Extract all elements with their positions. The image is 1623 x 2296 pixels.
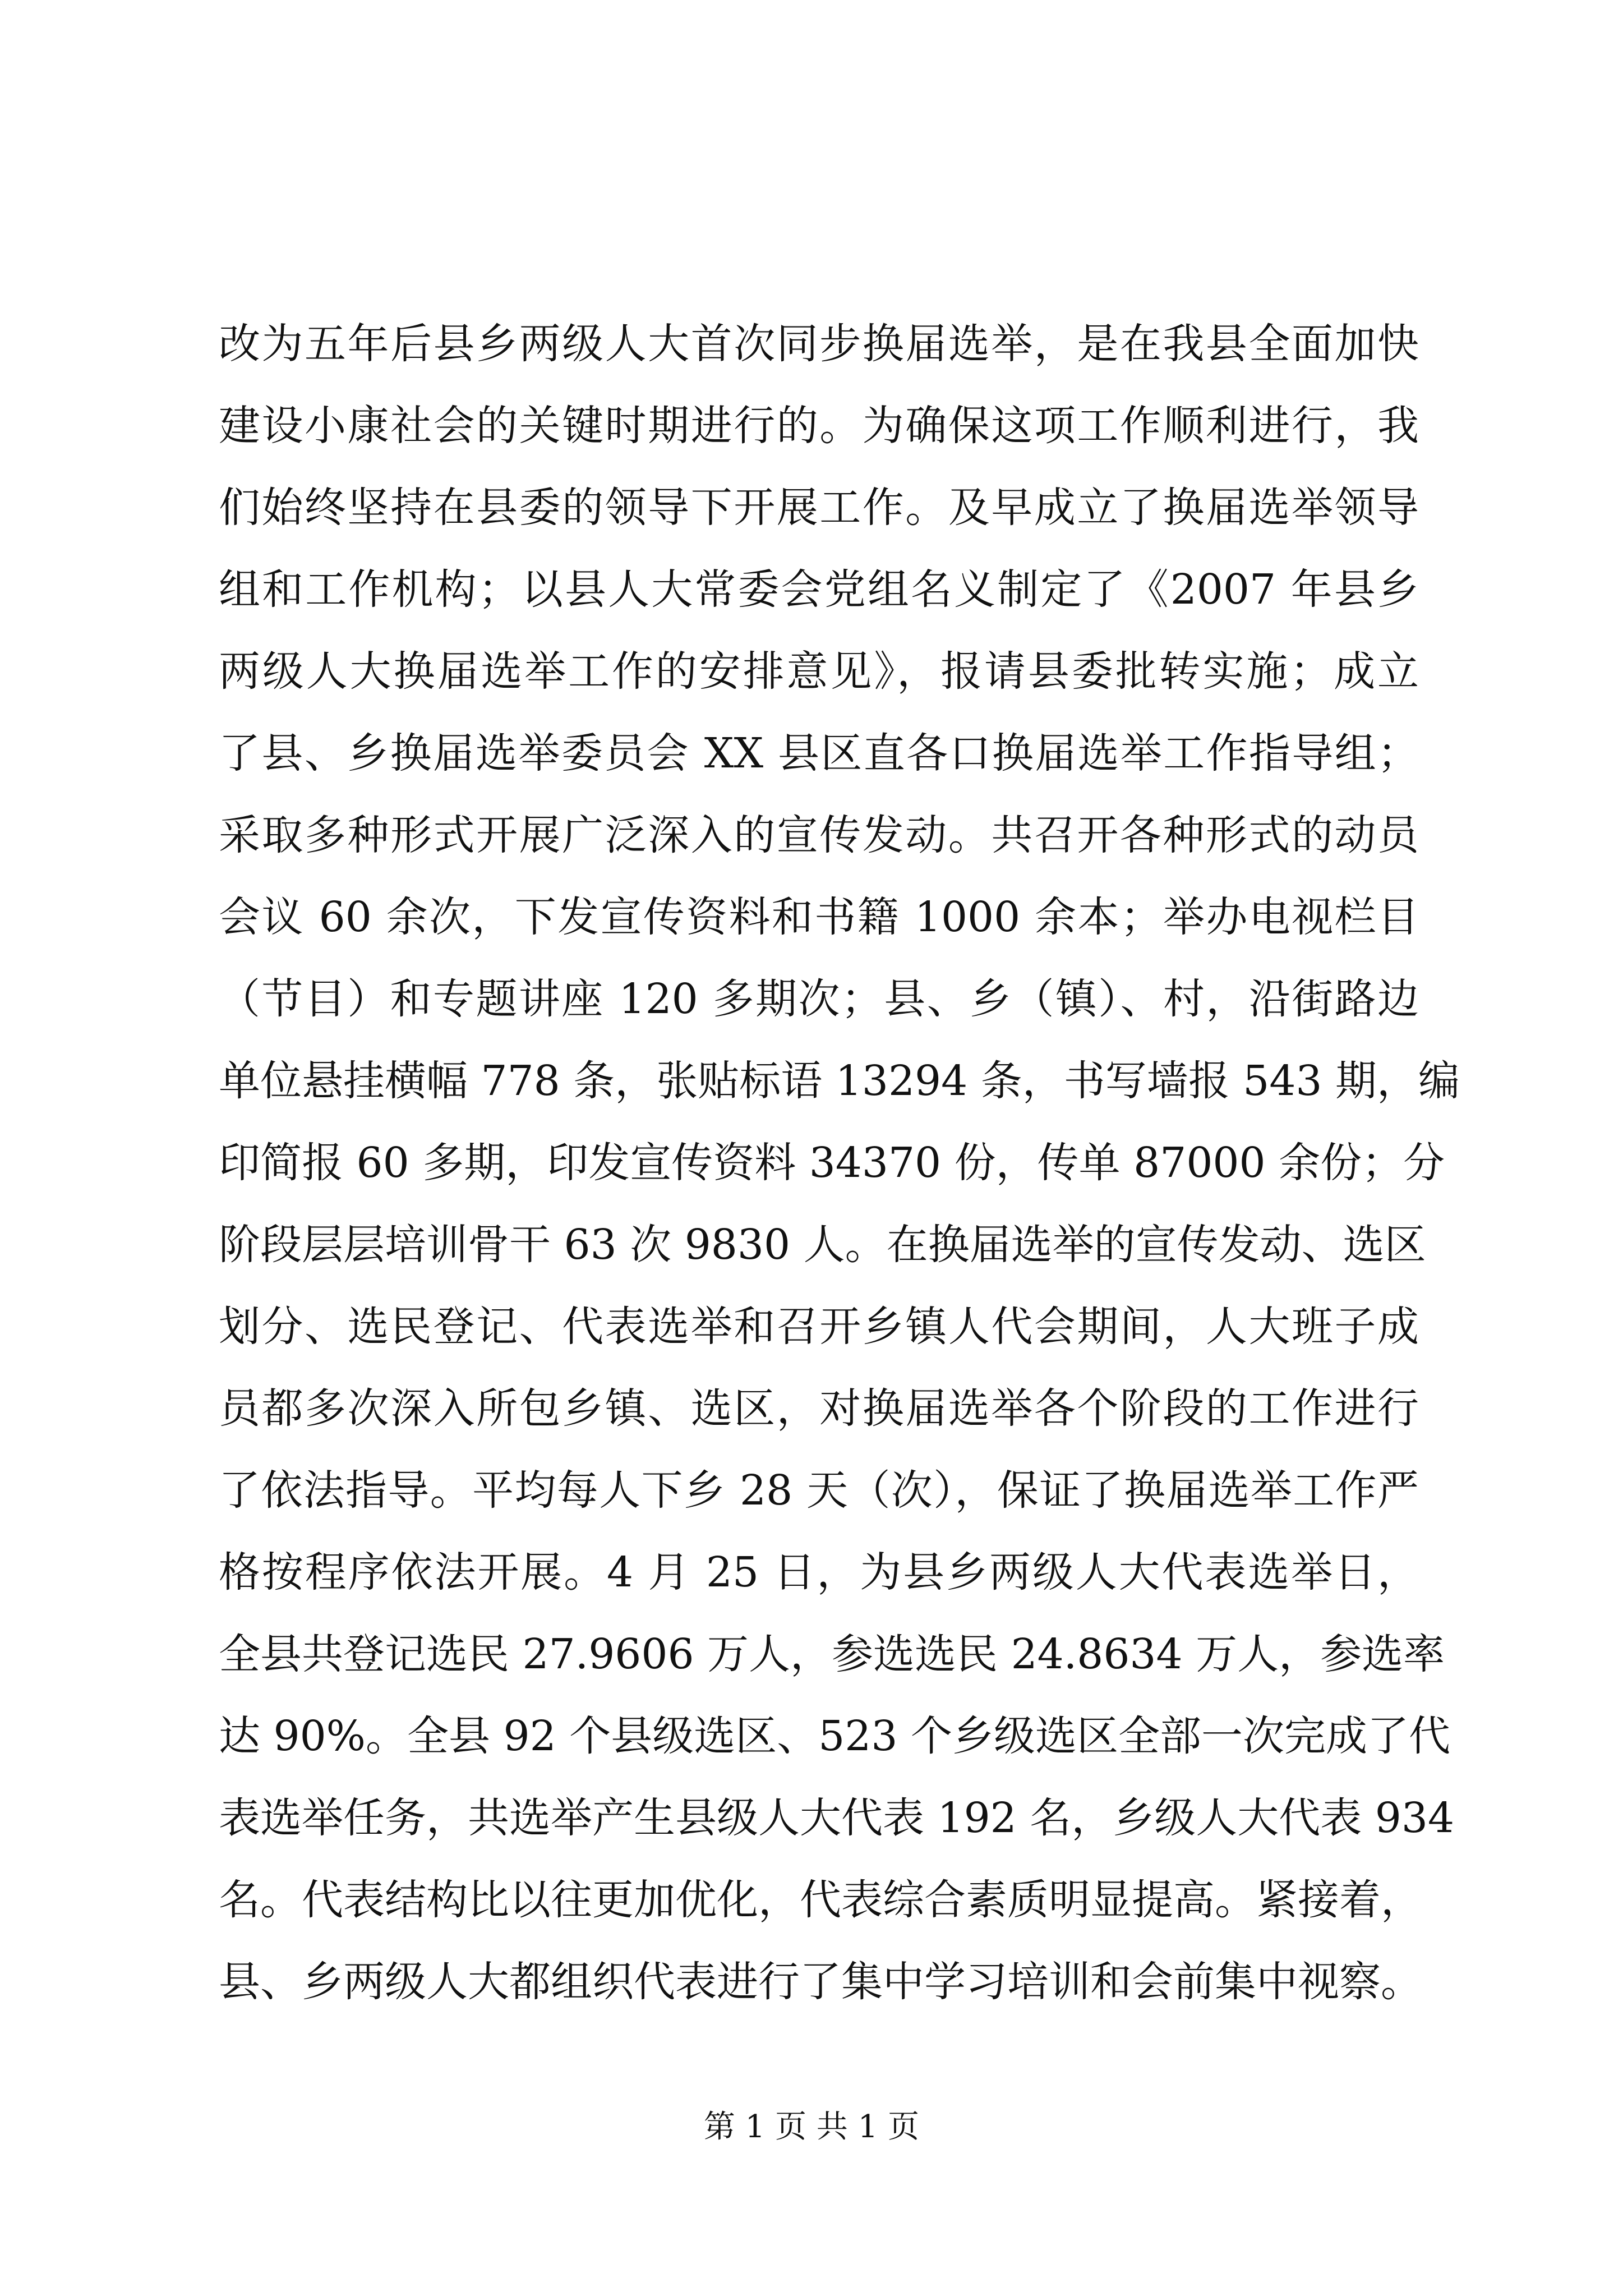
text-line-14: 员都多次深入所包乡镇、选区，对换届选举各个阶段的工作进行 <box>219 1384 1419 1433</box>
text-line-5: 两级人大换届选举工作的安排意见》，报请县委批转实施；成立 <box>219 647 1419 696</box>
page-number-footer: 第 1 页 共 1 页 <box>703 2109 920 2145</box>
text-line-2: 建设小康社会的关键时期进行的。为确保这项工作顺利进行，我 <box>219 402 1419 450</box>
text-line-16: 格按程序依法开展。4 月 25 日，为县乡两级人大代表选举日， <box>219 1548 1419 1596</box>
text-line-13: 划分、选民登记、代表选举和召开乡镇人代会期间，人大班子成 <box>219 1303 1419 1351</box>
text-line-15: 了依法指导。平均每人下乡 28 天（次），保证了换届选举工作严 <box>219 1466 1419 1515</box>
text-line-12: 阶段层层培训骨干 63 次 9830 人。在换届选举的宣传发动、选区 <box>219 1221 1426 1269</box>
text-line-1: 改为五年后县乡两级人大首次同步换届选举，是在我县全面加快 <box>219 320 1419 368</box>
text-line-9: （节目）和专题讲座 120 多期次；县、乡（镇）、村，沿街路边 <box>219 975 1419 1023</box>
text-line-18: 达 90%。全县 92 个县级选区、523 个乡级选区全部一次完成了代 <box>219 1712 1450 1760</box>
text-line-10: 单位悬挂横幅 778 条，张贴标语 13294 条，书写墙报 543 期，编 <box>219 1057 1460 1105</box>
text-line-11: 印简报 60 多期，印发宣传资料 34370 份，传单 87000 余份；分 <box>219 1139 1445 1187</box>
text-line-4: 组和工作机构；以县人大常委会党组名义制定了《2007 年县乡 <box>219 565 1419 614</box>
text-line-20: 名。代表结构比以往更加优化，代表综合素质明显提高。紧接着， <box>219 1876 1422 1924</box>
body-paragraph <box>219 303 1460 2023</box>
text-line-6: 了县、乡换届选举委员会 XX 县区直各口换届选举工作指导组； <box>219 729 1419 777</box>
text-line-3: 们始终坚持在县委的领导下开展工作。及早成立了换届选举领导 <box>219 484 1419 532</box>
text-line-17: 全县共登记选民 27.9606 万人，参选选民 24.8634 万人，参选率 <box>219 1630 1445 1678</box>
text-line-21: 县、乡两级人大都组织代表进行了集中学习培训和会前集中视察。 <box>219 1958 1422 2006</box>
text-line-8: 会议 60 余次，下发宣传资料和书籍 1000 余本；举办电视栏目 <box>219 893 1419 941</box>
text-line-7: 采取多种形式开展广泛深入的宣传发动。共召开各种形式的动员 <box>219 811 1419 859</box>
text-line-19: 表选举任务，共选举产生县级人大代表 192 名，乡级人大代表 934 <box>219 1794 1455 1842</box>
